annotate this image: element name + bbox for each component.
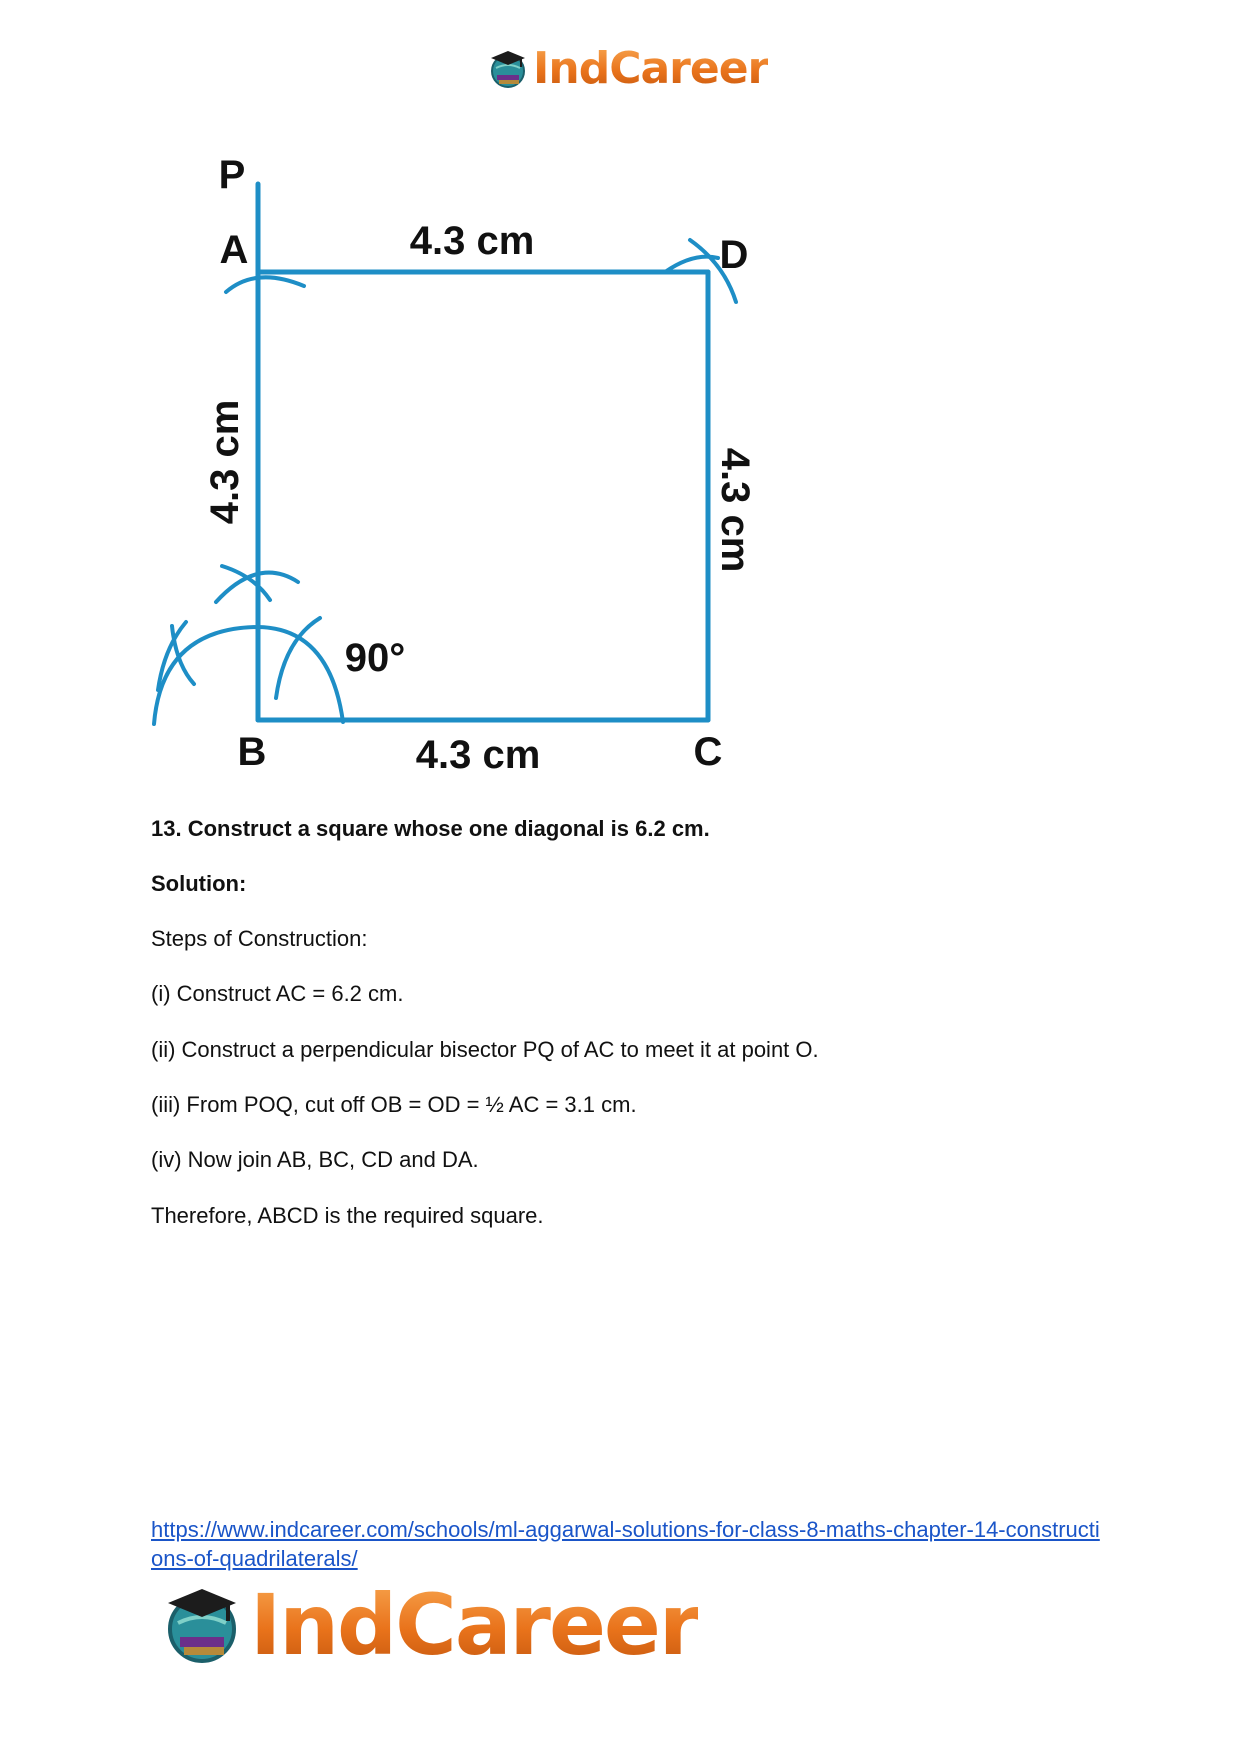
- vertex-label-p: P: [218, 153, 246, 197]
- conclusion: Therefore, ABCD is the required square.: [151, 1203, 544, 1228]
- logo-text: IndCareer: [533, 43, 769, 94]
- angle-label: 90°: [344, 636, 406, 680]
- step-item: (i) Construct AC = 6.2 cm.: [151, 981, 404, 1006]
- side-label-left: 4.3 cm: [203, 399, 247, 525]
- square-construction-figure: [0, 0, 1242, 800]
- vertex-label-c: C: [693, 730, 723, 774]
- logo-text: IndCareer: [250, 1576, 699, 1674]
- side-label-top: 4.3 cm: [409, 219, 535, 263]
- footer-logo: [160, 1576, 699, 1674]
- step-item: (iii) From POQ, cut off OB = OD = ½ AC = 3.1 cm.: [151, 1092, 637, 1117]
- side-label-bottom: 4.3 cm: [415, 733, 541, 777]
- arc-at-a: [226, 277, 304, 292]
- step-item: (ii) Construct a perpendicular bisector PQ of AC to meet it at point O.: [151, 1037, 819, 1062]
- step-item: (iv) Now join AB, BC, CD and DA.: [151, 1147, 479, 1172]
- source-link[interactable]: https://www.indcareer.com/schools/ml-aggarwal-solutions-for-class-8-maths-chapter-14-constructions-of-quadrilaterals/: [151, 1517, 1100, 1571]
- side-label-right: 4.3 cm: [713, 447, 757, 573]
- graduation-cap-globe-icon: [160, 1583, 244, 1667]
- vertex-label-a: A: [219, 228, 249, 272]
- vertex-label-b: B: [237, 730, 267, 774]
- steps-heading: Steps of Construction:: [151, 926, 368, 951]
- question-title: 13. Construct a square whose one diagonal is 6.2 cm.: [151, 816, 710, 841]
- solution-label: Solution:: [151, 871, 247, 896]
- arc-right-angle: [154, 627, 343, 724]
- vertex-label-d: D: [719, 233, 749, 277]
